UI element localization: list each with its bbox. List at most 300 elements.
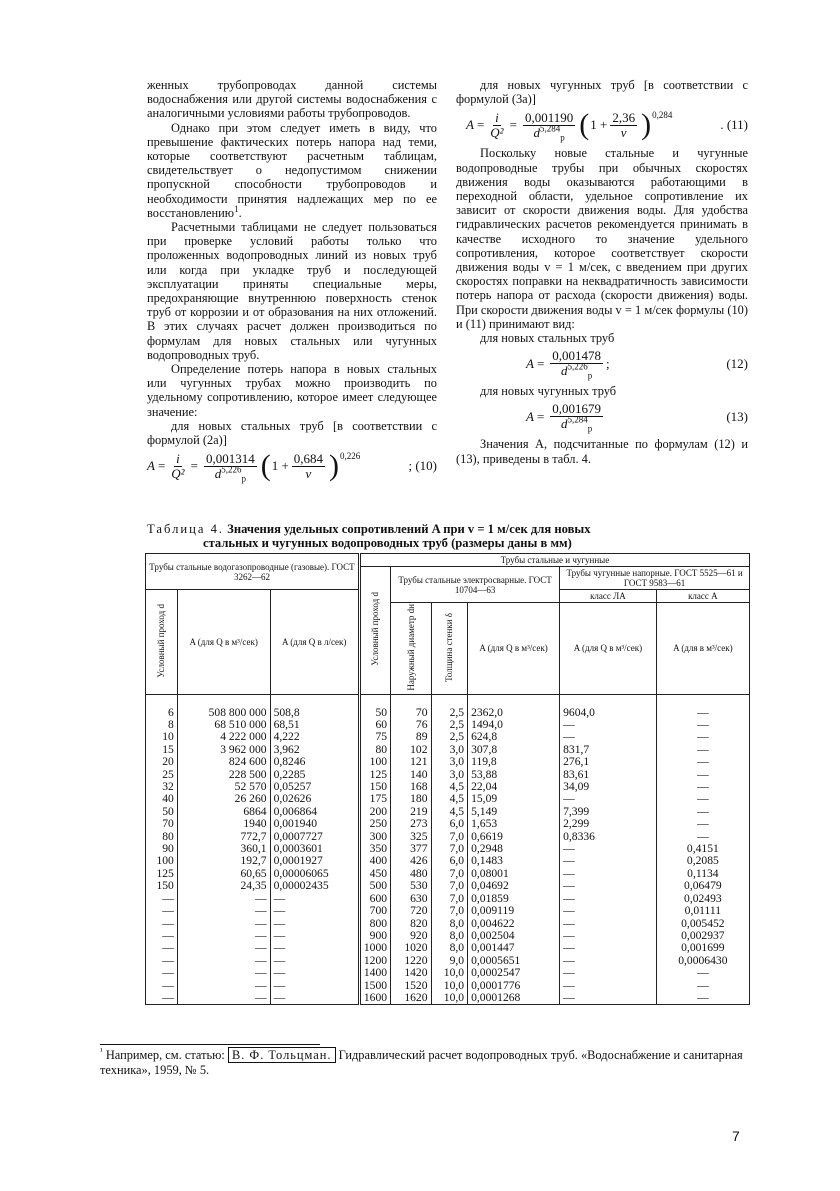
th-welded-a: A (для Q в м³/сек) bbox=[468, 603, 560, 695]
table-cell: 630 bbox=[391, 893, 431, 905]
table-row bbox=[146, 905, 750, 917]
table-cell: 8,0 bbox=[431, 942, 468, 954]
table-cell: — bbox=[656, 719, 749, 731]
f10-q2: Q² bbox=[171, 465, 185, 481]
th-gas-a2: A (для Q в л/сек) bbox=[270, 590, 359, 695]
table-row bbox=[146, 918, 750, 930]
left-paragraph-5: для новых стальных труб [в соответствии с формулой (2а)] bbox=[147, 418, 437, 448]
table-cell: 175 bbox=[359, 793, 390, 805]
table-cell: 34,09 bbox=[560, 781, 657, 793]
f11-eq1: = bbox=[476, 117, 485, 133]
table-cell: 9,0 bbox=[431, 955, 468, 967]
table-cell: 200 bbox=[359, 806, 390, 818]
table-cell: 60,65 bbox=[177, 868, 270, 880]
table-cell: 180 bbox=[391, 793, 431, 805]
table-cell: 1200 bbox=[359, 955, 390, 967]
table-cell: — bbox=[560, 980, 657, 992]
table-cell: 80 bbox=[359, 744, 390, 756]
table-cell: 26 260 bbox=[177, 793, 270, 805]
f11-coef: 0,001190 bbox=[524, 109, 574, 125]
table-cell: — bbox=[270, 967, 359, 979]
table-cell: 32 bbox=[146, 781, 178, 793]
table-cell: — bbox=[656, 980, 749, 992]
table-cell: 307,8 bbox=[468, 744, 560, 756]
table-cell: 1520 bbox=[391, 980, 431, 992]
table-cell: — bbox=[270, 992, 359, 1005]
table-cell: 20 bbox=[146, 756, 178, 768]
table-cell: 700 bbox=[359, 905, 390, 917]
table-row bbox=[146, 868, 750, 880]
table-cell: 0,002937 bbox=[656, 930, 749, 942]
f10-i: i bbox=[176, 450, 180, 466]
table-row bbox=[146, 942, 750, 954]
f13-d: d bbox=[561, 416, 568, 432]
caption-label: Таблица 4. bbox=[147, 522, 225, 536]
f10-v: v bbox=[305, 465, 312, 481]
f13-number: (13) bbox=[726, 408, 748, 424]
table-cell: — bbox=[560, 893, 657, 905]
table-cell: — bbox=[560, 905, 657, 917]
table-row bbox=[146, 806, 750, 818]
table-cell: 0,02493 bbox=[656, 893, 749, 905]
table-cell: 4,222 bbox=[270, 731, 359, 743]
table-row bbox=[146, 855, 750, 867]
table-cell: — bbox=[177, 980, 270, 992]
table-cell: 1494,0 bbox=[468, 719, 560, 731]
table-cell: — bbox=[177, 905, 270, 917]
table-cell: 24,35 bbox=[177, 880, 270, 892]
f10-dexp: 5,226 bbox=[221, 464, 242, 475]
table-cell: 0,004622 bbox=[468, 918, 560, 930]
table-cell: 40 bbox=[146, 793, 178, 805]
table-cell: — bbox=[560, 880, 657, 892]
f10-rparen: ) bbox=[329, 449, 340, 483]
left-paragraph-2-end: . bbox=[238, 205, 242, 220]
th-gas-dn-text: Условный проход d bbox=[156, 603, 167, 678]
table-cell: 508 800 000 bbox=[177, 694, 270, 719]
table-cell: 3,0 bbox=[431, 744, 468, 756]
f13-num: 0,001679 bbox=[552, 401, 602, 417]
table-cell: 0,04692 bbox=[468, 880, 560, 892]
table-cell: — bbox=[656, 694, 749, 719]
table-cell: 276,1 bbox=[560, 756, 657, 768]
table-cell: — bbox=[656, 967, 749, 979]
table-cell: 9604,0 bbox=[560, 694, 657, 719]
table-cell: 360,1 bbox=[177, 843, 270, 855]
f11-A: A bbox=[466, 117, 474, 133]
table-cell: 4,5 bbox=[431, 781, 468, 793]
table-row bbox=[146, 831, 750, 843]
table-cell: 0,009119 bbox=[468, 905, 560, 917]
table-row bbox=[146, 930, 750, 942]
table-cell: 2,5 bbox=[431, 719, 468, 731]
resistance-table bbox=[145, 553, 750, 1005]
table-cell: — bbox=[560, 868, 657, 880]
table-cell: 168 bbox=[391, 781, 431, 793]
f12-eq: = bbox=[536, 355, 545, 371]
table-cell: 7,0 bbox=[431, 893, 468, 905]
th-a-a: A (для в м³/сек) bbox=[656, 603, 749, 695]
table-cell: 0,001447 bbox=[468, 942, 560, 954]
f10-number: ; (10) bbox=[408, 458, 437, 474]
right-paragraph-3: для новых стальных труб bbox=[480, 331, 615, 346]
table-cell: 0,02626 bbox=[270, 793, 359, 805]
right-paragraph-1: для новых чугунных труб [в соответствии с формулой (3а)] bbox=[456, 78, 748, 107]
right-paragraph-5: Значения A, подсчитанные по формулам (12) и (13), приведены в табл. 4. bbox=[456, 437, 748, 466]
table-cell: 50 bbox=[146, 806, 178, 818]
right-paragraph-4: для новых чугунных труб bbox=[480, 384, 617, 399]
right-paragraph-2: Поскольку новые стальные и чугунные водопроводные трубы при обычных скоростях движения воды оказываются работающими в переходной области, удельное сопротивление их зависит от скорости движения воды. Для удобства гидравлических расчетов рекомендуется принимать в качестве исходного то значение удельного сопротивления, которое соответствует скорости движения воды v = 1 м/сек, с введением при других скоростях поправки на неквадратичность зависимости потерь напора от расхода (скорости движения) воды. При скорости движения воды v = 1 м/сек формулы (10) и (11) принимают вид: bbox=[456, 146, 748, 331]
th-gas-pipes: Трубы стальные водогазопроводные (газовые). ГОСТ 3262—62 bbox=[146, 554, 360, 590]
table-cell: — bbox=[656, 781, 749, 793]
table-cell: 0,01111 bbox=[656, 905, 749, 917]
table-cell: 800 bbox=[359, 918, 390, 930]
th-wall-text: Толщина стенки δ bbox=[444, 612, 455, 682]
table-cell: 2,5 bbox=[431, 694, 468, 719]
th-la: класс ЛА bbox=[560, 590, 657, 603]
th-welded: Трубы стальные электросварные. ГОСТ 10704—63 bbox=[391, 567, 560, 603]
f11-one: 1 + bbox=[590, 117, 608, 133]
th-cast: Трубы чугунные напорные. ГОСТ 5525—61 и ГОСТ 9583—61 bbox=[560, 567, 750, 590]
table-cell: 0,0003601 bbox=[270, 843, 359, 855]
table-cell: — bbox=[270, 955, 359, 967]
f11-lparen: ( bbox=[579, 108, 590, 142]
right-column bbox=[456, 78, 748, 466]
table-cell: 10,0 bbox=[431, 967, 468, 979]
table-cell: 820 bbox=[391, 918, 431, 930]
f10-frac-v bbox=[292, 452, 325, 481]
th-gas-a1: A (для Q в м³/сек) bbox=[177, 590, 270, 695]
table-cell: 80 bbox=[146, 831, 178, 843]
table-cell: — bbox=[270, 905, 359, 917]
f13-eq: = bbox=[536, 408, 545, 424]
table-cell: — bbox=[270, 893, 359, 905]
left-paragraph-2 bbox=[147, 121, 437, 220]
table-cell: — bbox=[177, 930, 270, 942]
f13-dsub: р bbox=[587, 424, 593, 435]
f10-A: A bbox=[147, 458, 155, 474]
table-cell: 76 bbox=[391, 719, 431, 731]
table-cell: 7,399 bbox=[560, 806, 657, 818]
table-cell: — bbox=[146, 980, 178, 992]
table-row bbox=[146, 880, 750, 892]
f10-d: d bbox=[214, 465, 222, 481]
th-la-a: A (для Q в м³/сек) bbox=[560, 603, 657, 695]
table-caption bbox=[147, 522, 747, 550]
table-cell: 0,1134 bbox=[656, 868, 749, 880]
table-cell: — bbox=[560, 731, 657, 743]
table-cell: 624,8 bbox=[468, 731, 560, 743]
table-cell: — bbox=[560, 955, 657, 967]
table-cell: 0,8336 bbox=[560, 831, 657, 843]
table-cell: 0,08001 bbox=[468, 868, 560, 880]
table-cell: 2,5 bbox=[431, 731, 468, 743]
table-cell: 4 222 000 bbox=[177, 731, 270, 743]
table-cell: 250 bbox=[359, 818, 390, 830]
footnote-ref: 1 bbox=[234, 203, 239, 214]
table-cell: 68,51 bbox=[270, 719, 359, 731]
formula-10: A = $\frac{i}{\text{Q²}}$ = $\frac{0,001314}{d^{5,226}_р}$ ( 1 + $\frac{0,684}{v}$ ) $^{0,226}$ ; (10) bbox=[147, 449, 437, 484]
table-cell: 2,299 bbox=[560, 818, 657, 830]
table-cell: 7,0 bbox=[431, 880, 468, 892]
footnote-rule bbox=[100, 1044, 320, 1045]
table-cell: — bbox=[560, 942, 657, 954]
table-cell: 10,0 bbox=[431, 992, 468, 1005]
table-body bbox=[146, 694, 750, 1005]
f12-tail: ; bbox=[606, 355, 610, 371]
table-cell: 60 bbox=[359, 719, 390, 731]
table-cell: 772,7 bbox=[177, 831, 270, 843]
table-cell: 0,6619 bbox=[468, 831, 560, 843]
f12-num: 0,001478 bbox=[552, 348, 602, 364]
table-cell: — bbox=[146, 967, 178, 979]
table-cell: — bbox=[560, 918, 657, 930]
table-cell: 1020 bbox=[391, 942, 431, 954]
f11-number: . (11) bbox=[720, 117, 748, 133]
table-cell: 4,5 bbox=[431, 806, 468, 818]
th-dn bbox=[359, 567, 390, 695]
th-wall bbox=[431, 603, 468, 695]
table-cell: 10 bbox=[146, 731, 178, 743]
f13-frac bbox=[550, 401, 603, 435]
table-cell: 7,0 bbox=[431, 831, 468, 843]
table-row bbox=[146, 893, 750, 905]
table-cell: 0,0001776 bbox=[468, 980, 560, 992]
f12-dsub: р bbox=[587, 370, 593, 381]
table-cell: 70 bbox=[146, 818, 178, 830]
table-cell: — bbox=[146, 942, 178, 954]
table-cell: 150 bbox=[359, 781, 390, 793]
table-cell: 192,7 bbox=[177, 855, 270, 867]
f12-d: d bbox=[561, 363, 568, 379]
formula-12 bbox=[456, 348, 748, 381]
table-cell: — bbox=[560, 930, 657, 942]
table-cell: 824 600 bbox=[177, 756, 270, 768]
f13-den bbox=[561, 415, 593, 435]
table-cell: 68 510 000 bbox=[177, 719, 270, 731]
formula-13 bbox=[456, 401, 748, 435]
table-cell: 273 bbox=[391, 818, 431, 830]
table-cell: — bbox=[146, 905, 178, 917]
table-cell: 1940 bbox=[177, 818, 270, 830]
table-cell: 508,8 bbox=[270, 694, 359, 719]
table-cell: — bbox=[656, 756, 749, 768]
left-paragraph-4: Определение потерь напора в новых стальных или чугунных трубах можно производить по удельному сопротивлению, которое имеет следующее значение: bbox=[147, 362, 437, 419]
table-cell: 0,0001268 bbox=[468, 992, 560, 1005]
f10-eq1: = bbox=[157, 458, 166, 474]
table-row bbox=[146, 694, 750, 719]
table-cell: 15 bbox=[146, 744, 178, 756]
table-cell: — bbox=[560, 843, 657, 855]
formula-11: A = $\frac{i}{\text{Q²}}$ = $\frac{0,001190}{d^{5,284}_р}$ ( 1 + $\frac{2,36}{v}$ ) $^{0,284}$ . (11) bbox=[466, 108, 748, 143]
table-cell: 4,5 bbox=[431, 793, 468, 805]
table-cell: 219 bbox=[391, 806, 431, 818]
f10-dsub: р bbox=[241, 473, 246, 484]
table-cell: 325 bbox=[391, 831, 431, 843]
table-cell: 426 bbox=[391, 855, 431, 867]
table-cell: 102 bbox=[391, 744, 431, 756]
table-row bbox=[146, 793, 750, 805]
th-outer-text: Наружный диаметр dн bbox=[405, 604, 416, 691]
table-cell: 89 bbox=[391, 731, 431, 743]
table-cell: 125 bbox=[146, 868, 178, 880]
table-row bbox=[146, 756, 750, 768]
f10-eq2: = bbox=[190, 458, 198, 474]
f10-num: 0,684 bbox=[293, 450, 324, 466]
table-cell: 5,149 bbox=[468, 806, 560, 818]
table-cell: 125 bbox=[359, 769, 390, 781]
f11-q2: Q² bbox=[490, 124, 504, 140]
table-cell: — bbox=[656, 806, 749, 818]
table-cell: — bbox=[146, 992, 178, 1005]
table-cell: — bbox=[146, 955, 178, 967]
footnote-mark: ¹ bbox=[100, 1045, 103, 1056]
table-cell: 2362,0 bbox=[468, 694, 560, 719]
table-cell: 22,04 bbox=[468, 781, 560, 793]
table-cell: 52 570 bbox=[177, 781, 270, 793]
table-cell: — bbox=[177, 955, 270, 967]
f11-frac-v bbox=[610, 111, 637, 140]
table-cell: — bbox=[560, 967, 657, 979]
table-cell: 3,0 bbox=[431, 756, 468, 768]
table-cell: 0,001699 bbox=[656, 942, 749, 954]
table-cell: — bbox=[656, 744, 749, 756]
f11-v: v bbox=[620, 124, 627, 140]
table-cell: 600 bbox=[359, 893, 390, 905]
f10-lparen: ( bbox=[260, 449, 271, 483]
table-cell: 0,06479 bbox=[656, 880, 749, 892]
table-cell: 6864 bbox=[177, 806, 270, 818]
table-cell: 3,962 bbox=[270, 744, 359, 756]
table-cell: — bbox=[270, 930, 359, 942]
f11-den bbox=[533, 123, 565, 143]
table-cell: 3,0 bbox=[431, 769, 468, 781]
table-cell: — bbox=[656, 769, 749, 781]
f12-A: A bbox=[526, 355, 534, 371]
left-paragraph-3: Расчетными таблицами не следует пользоваться при проверке условий работы только что проложенных водопроводных линий из новых труб или когда при укладке труб и последующей эксплуатации приняты специальные меры, предохраняющие внутреннюю поверхность стенок труб от коррозии и от образования на них отложений. В этих случаях расчет должен производиться по формулам для новых стальных или чугунных водопроводных труб. bbox=[147, 220, 437, 362]
table-cell: — bbox=[656, 731, 749, 743]
f10-den bbox=[214, 464, 246, 484]
table-cell: 0,005452 bbox=[656, 918, 749, 930]
table-cell: 1600 bbox=[359, 992, 390, 1005]
table-cell: — bbox=[177, 942, 270, 954]
table-cell: 1000 bbox=[359, 942, 390, 954]
f11-rparen: ) bbox=[641, 108, 652, 142]
table-cell: 0,001940 bbox=[270, 818, 359, 830]
table-cell: 450 bbox=[359, 868, 390, 880]
f10-coef: 0,001314 bbox=[205, 450, 255, 466]
table-cell: 25 bbox=[146, 769, 178, 781]
table-cell: 530 bbox=[391, 880, 431, 892]
f12-frac bbox=[550, 348, 603, 381]
table-cell: 350 bbox=[359, 843, 390, 855]
table-cell: 500 bbox=[359, 880, 390, 892]
table-cell: 300 bbox=[359, 831, 390, 843]
table-cell: 8,0 bbox=[431, 918, 468, 930]
caption-line-1 bbox=[147, 522, 747, 536]
table-cell: 400 bbox=[359, 855, 390, 867]
table-cell: 0,0005651 bbox=[468, 955, 560, 967]
table-cell: 720 bbox=[391, 905, 431, 917]
f11-num: 2,36 bbox=[612, 109, 636, 125]
table-cell: 0,002504 bbox=[468, 930, 560, 942]
table-cell: — bbox=[146, 918, 178, 930]
f11-eq2: = bbox=[509, 117, 517, 133]
table-cell: 6,0 bbox=[431, 855, 468, 867]
table-cell: 0,2948 bbox=[468, 843, 560, 855]
table-row bbox=[146, 843, 750, 855]
table-cell: — bbox=[656, 793, 749, 805]
table-cell: 0,006864 bbox=[270, 806, 359, 818]
table-cell: 7,0 bbox=[431, 868, 468, 880]
table-cell: 10,0 bbox=[431, 980, 468, 992]
table-cell: 75 bbox=[359, 731, 390, 743]
table-cell: 1620 bbox=[391, 992, 431, 1005]
table-cell: 53,88 bbox=[468, 769, 560, 781]
table-cell: — bbox=[656, 831, 749, 843]
table-cell: — bbox=[177, 967, 270, 979]
table-row bbox=[146, 731, 750, 743]
table-cell: 0,05257 bbox=[270, 781, 359, 793]
table-cell: — bbox=[560, 992, 657, 1005]
table-cell: 900 bbox=[359, 930, 390, 942]
table-cell: 480 bbox=[391, 868, 431, 880]
table-cell: 90 bbox=[146, 843, 178, 855]
table-cell: — bbox=[270, 918, 359, 930]
f10-one: 1 + bbox=[271, 458, 289, 474]
left-paragraph-2-text: Однако при этом следует иметь в виду, что превышение фактических потерь напора над теми, которые соответствуют расчетным таблицам, свидетельствует о недопустимом снижении пропускной способности трубопроводов и необходимости принятия надлежащих мер по ее восстановлению bbox=[147, 120, 437, 220]
table-cell: 1420 bbox=[391, 967, 431, 979]
table-cell: 920 bbox=[391, 930, 431, 942]
th-steel-cast: Трубы стальные и чугунные bbox=[359, 554, 749, 567]
f11-dsub: р bbox=[560, 132, 565, 143]
table-cell: — bbox=[177, 992, 270, 1005]
table-cell: 150 bbox=[146, 880, 178, 892]
th-dn-text: Условный проход d bbox=[370, 592, 381, 667]
f11-d: d bbox=[533, 124, 540, 140]
table-cell: 0,2285 bbox=[270, 769, 359, 781]
th-a: класс А bbox=[656, 590, 749, 603]
table-cell: 6,0 bbox=[431, 818, 468, 830]
left-paragraph-1: женных трубопроводах данной системы водоснабжения или другой системы водоснабжения с аналогичными условиями работы трубопроводов. bbox=[147, 78, 437, 121]
table-cell: 0,8246 bbox=[270, 756, 359, 768]
table-cell: — bbox=[270, 942, 359, 954]
table-row bbox=[146, 818, 750, 830]
table-cell: 8,0 bbox=[431, 930, 468, 942]
table-cell: — bbox=[146, 930, 178, 942]
table-cell: 6 bbox=[146, 694, 178, 719]
f11-i: i bbox=[495, 109, 499, 125]
table-cell: 0,00002435 bbox=[270, 880, 359, 892]
table-cell: 3 962 000 bbox=[177, 744, 270, 756]
table-cell: 0,1483 bbox=[468, 855, 560, 867]
caption-text-1: Значения удельных сопротивлений A при v = 1 м/сек для новых bbox=[227, 522, 591, 536]
table-cell: — bbox=[560, 855, 657, 867]
table-cell: — bbox=[560, 793, 657, 805]
table-cell: — bbox=[656, 992, 749, 1005]
table-cell: — bbox=[177, 918, 270, 930]
table-cell: 100 bbox=[146, 855, 178, 867]
th-outer bbox=[391, 603, 431, 695]
table-cell: 0,2085 bbox=[656, 855, 749, 867]
f11-frac-coef bbox=[523, 109, 575, 143]
footnote-author: В. Ф. Тольцман. bbox=[228, 1047, 336, 1063]
f10-frac-coef bbox=[204, 450, 257, 484]
page-number: 7 bbox=[732, 1128, 740, 1144]
caption-line-2: стальных и чугунных водопроводных труб (размеры даны в мм) bbox=[203, 536, 572, 550]
table-cell: 119,8 bbox=[468, 756, 560, 768]
table-cell: 831,7 bbox=[560, 744, 657, 756]
